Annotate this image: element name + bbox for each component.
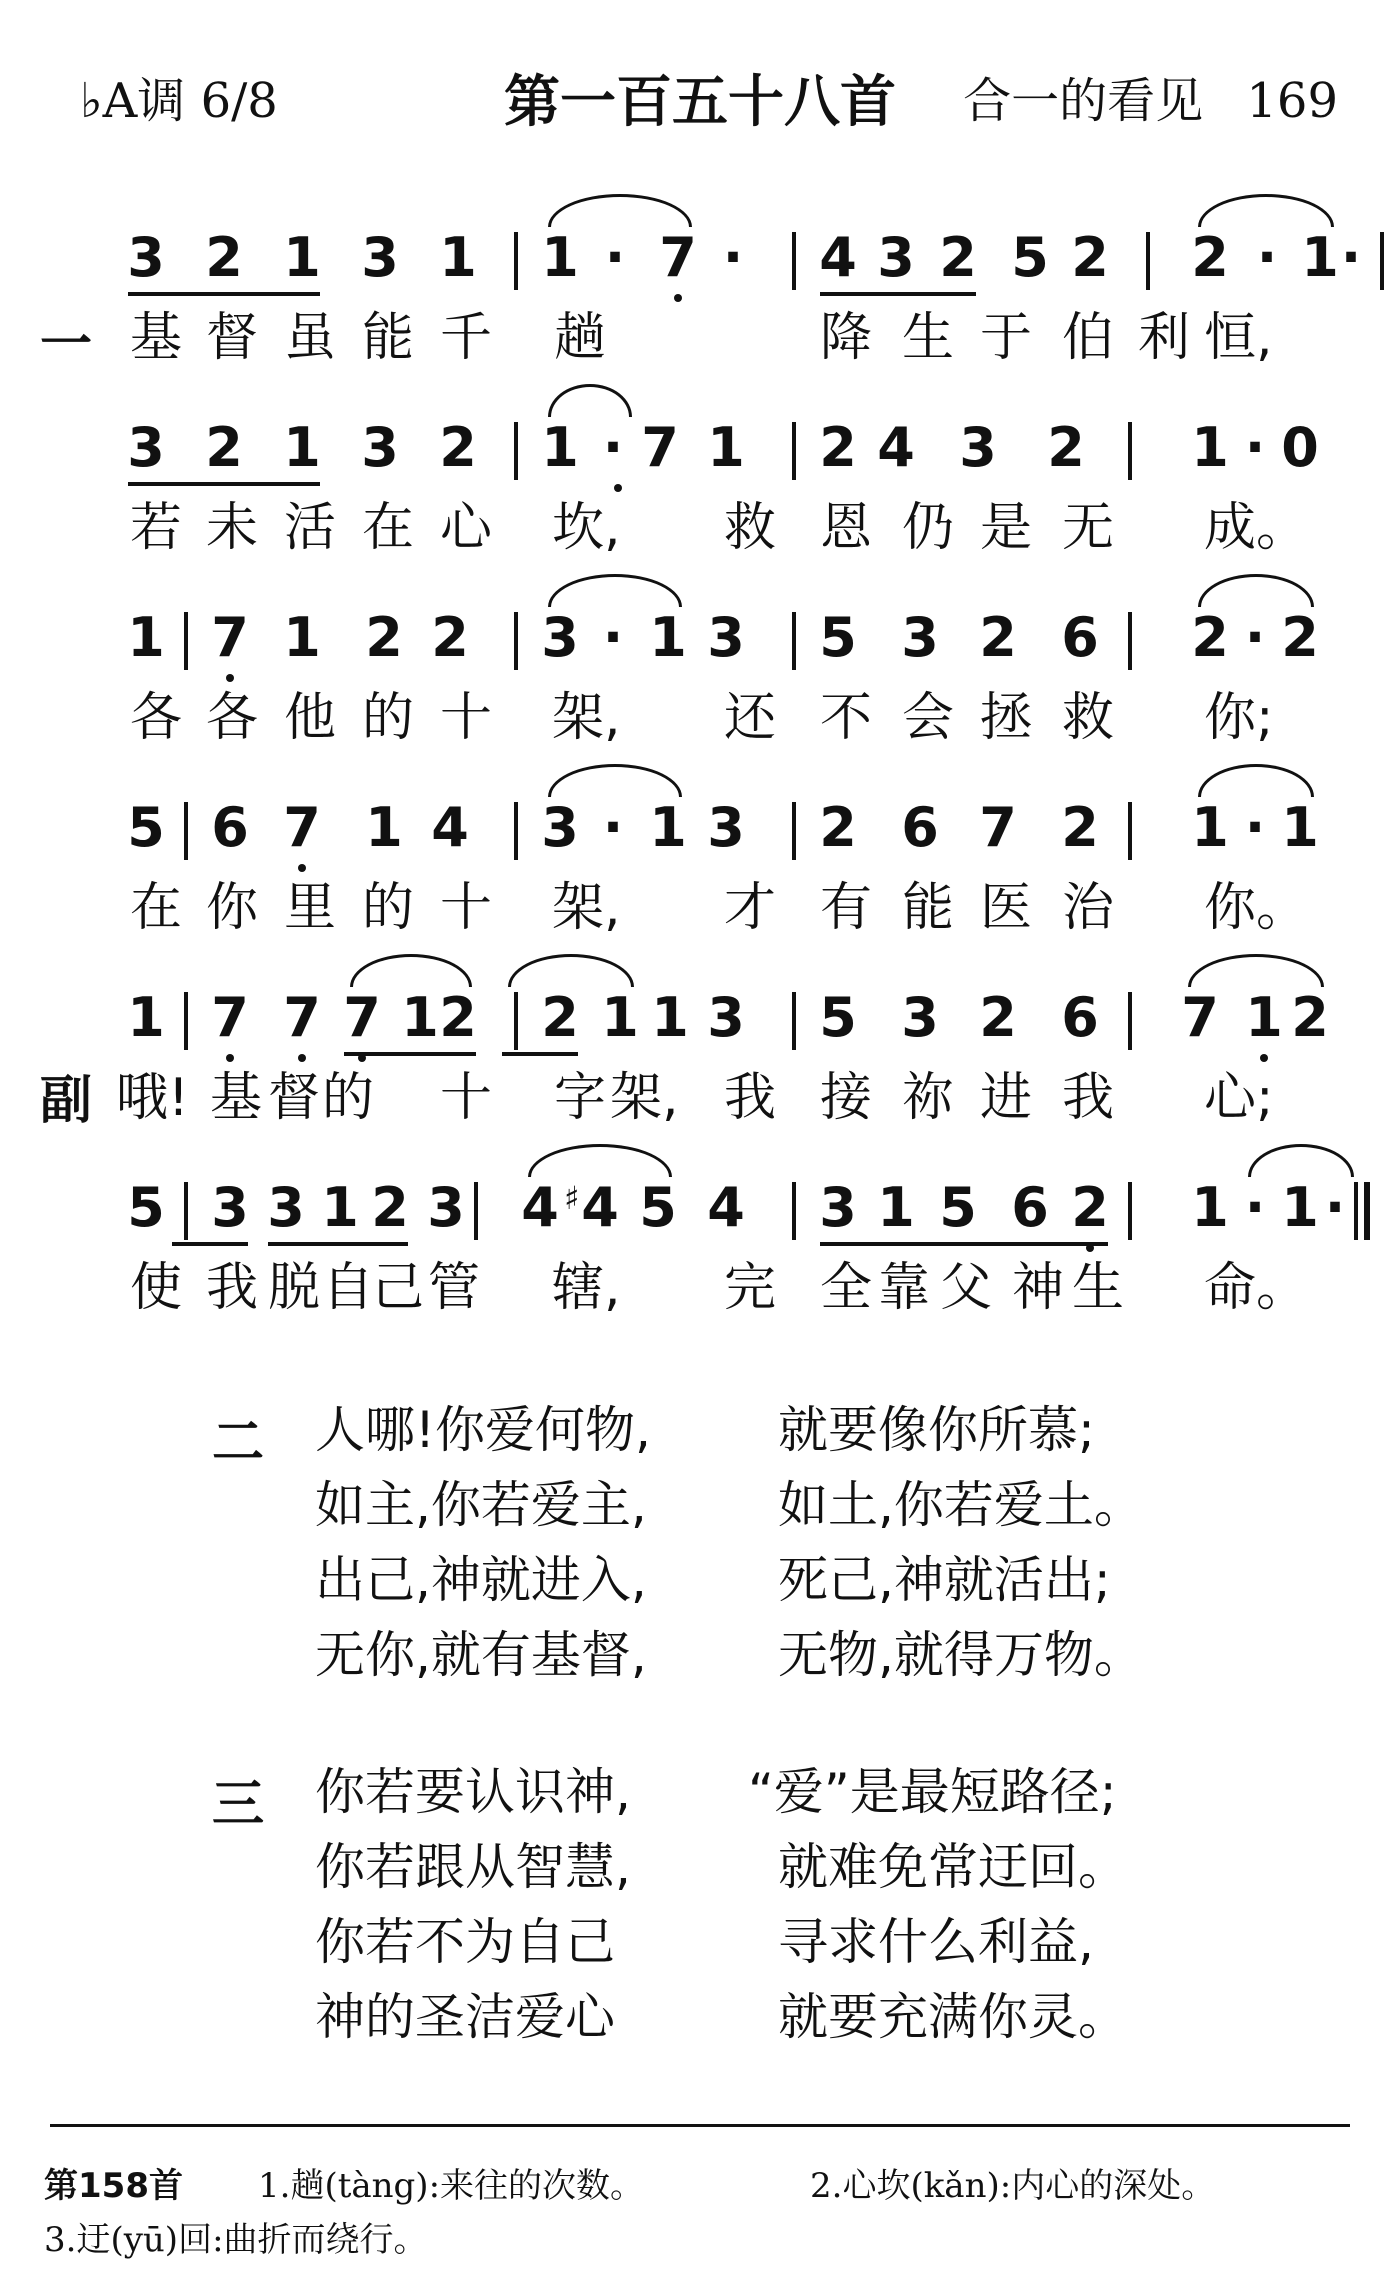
lyric-char: 伯 xyxy=(1061,308,1114,368)
note: 1 xyxy=(1281,1176,1319,1239)
lyric-char: 还 xyxy=(723,688,776,748)
note: 5 xyxy=(1011,226,1049,289)
beam-underline xyxy=(502,1052,578,1056)
note: 1 xyxy=(365,796,403,859)
duration-dot: · xyxy=(1324,1176,1346,1239)
verse-line: 就要像你所慕; xyxy=(778,1401,1095,1459)
barline xyxy=(1128,612,1132,670)
lyric-char: 十 xyxy=(439,688,492,748)
note: 6 xyxy=(1011,1176,1049,1239)
lyric-char: 心; xyxy=(1204,1068,1274,1128)
note: 3 xyxy=(361,416,399,479)
verse-line: 死己,神就活出; xyxy=(778,1551,1111,1609)
lyric-char: 利 xyxy=(1137,308,1190,368)
lyric-char: 哦! xyxy=(116,1068,189,1128)
note: 1 xyxy=(651,986,689,1049)
lyric-char: 各 xyxy=(205,688,258,748)
lyric-char: 于 xyxy=(979,308,1032,368)
note: 2 xyxy=(819,796,857,859)
lyric-char: 辖, xyxy=(552,1258,621,1318)
note: 1 xyxy=(401,986,439,1049)
barline xyxy=(792,992,796,1050)
note: 7 xyxy=(658,228,698,288)
beam-underline xyxy=(128,292,320,296)
lyric-char: 进 xyxy=(979,1068,1032,1128)
note: 2 xyxy=(371,1176,409,1239)
lyric-char: 治 xyxy=(1061,878,1114,938)
verse-line: 无物,就得万物。 xyxy=(778,1626,1144,1684)
note: 5 xyxy=(819,606,857,669)
low-octave-dot xyxy=(226,674,234,682)
beam-underline xyxy=(172,1242,248,1246)
note: 1 xyxy=(127,606,165,669)
verse-line: 人哪!你爱何物, xyxy=(315,1401,651,1459)
lyric-char: 你; xyxy=(1204,688,1274,748)
note: 4 ♯ xyxy=(580,1178,620,1238)
barline xyxy=(792,422,796,480)
lyric-char: 命。 xyxy=(1204,1258,1309,1318)
lyric-char: 己 xyxy=(371,1258,424,1318)
note: 4 xyxy=(877,416,915,479)
lyric-char: 你。 xyxy=(1204,878,1309,938)
lyric-char: 恩 xyxy=(819,498,872,558)
lyric-char: 完 xyxy=(723,1258,776,1318)
note: 6 xyxy=(211,796,249,859)
barline xyxy=(792,802,796,860)
barline xyxy=(1128,802,1132,860)
lyric-char: 能 xyxy=(361,308,414,368)
duration-dot: · xyxy=(598,418,628,478)
score-row xyxy=(0,988,1400,1178)
note: 7 xyxy=(979,796,1017,859)
score-row xyxy=(0,1178,1400,1368)
low-octave-dot xyxy=(226,1054,234,1062)
note: 2 xyxy=(1191,606,1229,669)
note: 1 xyxy=(1191,416,1229,479)
beam-underline xyxy=(268,1242,408,1246)
note: 3 xyxy=(707,606,745,669)
duration-dot: · xyxy=(1244,416,1266,479)
note: 1 xyxy=(1191,796,1229,859)
note: 7 xyxy=(282,798,322,858)
barline xyxy=(792,612,796,670)
note: 2 xyxy=(1291,986,1329,1049)
footnote-3: 3.迂(yū)回:曲折而绕行。 xyxy=(44,2220,428,2260)
beam-underline xyxy=(820,292,976,296)
note: 4 xyxy=(521,1176,559,1239)
note: 2 xyxy=(819,416,857,479)
note: 3 xyxy=(707,986,745,1049)
low-octave-dot xyxy=(1260,1054,1268,1062)
score-row xyxy=(0,608,1400,798)
lyric-char: 字 xyxy=(553,1068,606,1128)
note: 3 xyxy=(427,1176,465,1239)
lyric-char: 架, xyxy=(552,878,621,938)
lyric-char: 自 xyxy=(321,1258,374,1318)
note: 5 xyxy=(939,1176,977,1239)
lyric-char: 接 xyxy=(819,1068,872,1128)
note: 7 xyxy=(210,608,250,668)
note: 2 xyxy=(1070,1178,1110,1238)
note: 7 xyxy=(282,988,322,1048)
lyric-char: 基 xyxy=(209,1068,262,1128)
lyric-char: 会 xyxy=(901,688,954,748)
slur xyxy=(1198,194,1334,227)
note: 7 xyxy=(1181,986,1219,1049)
hymn-title: 第一百五十八首 xyxy=(504,70,896,135)
lyric-char: 十 xyxy=(439,1068,492,1128)
score-row xyxy=(0,418,1400,608)
duration-dot: · xyxy=(602,606,624,669)
lyric-char: 里 xyxy=(283,878,336,938)
lyric-char: 我 xyxy=(1061,1068,1114,1128)
note: 1 xyxy=(1244,988,1284,1048)
note: 1 xyxy=(1191,1176,1229,1239)
barline xyxy=(792,1182,796,1240)
verse-line: “爱”是最短路径; xyxy=(748,1763,1117,1821)
barline xyxy=(514,612,518,670)
barline xyxy=(514,232,518,290)
lyric-char: 心 xyxy=(439,498,492,558)
lyric-char: 管 xyxy=(427,1258,480,1318)
lyric-char: 拯 xyxy=(979,688,1032,748)
lyric-char: 不 xyxy=(819,688,872,748)
duration-dot: · xyxy=(1244,606,1266,669)
duration-dot: · xyxy=(1244,796,1266,859)
lyric-char: 祢 xyxy=(901,1068,954,1128)
note: 4 xyxy=(707,1176,745,1239)
lyric-char: 靠 xyxy=(877,1258,930,1318)
duration-dot: · xyxy=(1340,226,1362,289)
note: 2 xyxy=(439,986,477,1049)
barline xyxy=(1380,232,1384,290)
hymn-subtitle: 合一的看见 xyxy=(963,73,1204,129)
lyric-char: 虽 xyxy=(283,308,336,368)
lyric-char: 我 xyxy=(723,1068,776,1128)
lyric-char: 有 xyxy=(819,878,872,938)
note: 2 xyxy=(1191,226,1229,289)
note: 3 xyxy=(127,226,165,289)
page-number: 169 xyxy=(1246,73,1338,129)
note: 6 xyxy=(1061,606,1099,669)
barline xyxy=(1128,422,1132,480)
note: 5 xyxy=(127,1176,165,1239)
note: 2 xyxy=(1047,416,1085,479)
stanza-label: 一 xyxy=(40,315,93,375)
note: 3 xyxy=(361,226,399,289)
barline xyxy=(792,232,796,290)
note: 7 xyxy=(641,416,679,479)
note: 1 xyxy=(283,606,321,669)
note: 3 xyxy=(877,226,915,289)
barline xyxy=(514,802,518,860)
footnote-1: 1.趟(tàng):来往的次数。 xyxy=(258,2166,645,2206)
verse-number: 三 xyxy=(212,1775,265,1835)
lyric-char: 的 xyxy=(361,688,414,748)
duration-dot: · xyxy=(604,226,626,289)
note: 4 xyxy=(819,226,857,289)
barline xyxy=(184,802,188,860)
note: 1 xyxy=(601,986,639,1049)
lyric-char: 脱 xyxy=(267,1258,320,1318)
note: 1 xyxy=(283,416,321,479)
note: 1 xyxy=(649,606,687,669)
note: 4 xyxy=(431,796,469,859)
note: 2 xyxy=(979,986,1017,1049)
lyric-char: 趟 xyxy=(553,308,606,368)
beam-underline xyxy=(128,482,320,486)
slur xyxy=(548,194,692,227)
verse-line: 寻求什么利益, xyxy=(778,1913,1094,1971)
note: 5 xyxy=(127,796,165,859)
note: 3 xyxy=(127,416,165,479)
verse-line: 神的圣洁爱心 xyxy=(315,1988,615,2046)
footnote-2: 2.心坎(kǎn):内心的深处。 xyxy=(810,2166,1216,2206)
note: 7 xyxy=(210,988,250,1048)
lyric-char: 基 xyxy=(129,308,182,368)
lyric-char: 恒, xyxy=(1204,308,1273,368)
lyric-char: 全 xyxy=(819,1258,872,1318)
hymn-subtitle-page xyxy=(963,62,1338,131)
verse-line: 如土,你若爱土。 xyxy=(778,1476,1144,1534)
note: 3 xyxy=(819,1176,857,1239)
lyric-char: 的 xyxy=(361,878,414,938)
lyric-char: 生 xyxy=(901,308,954,368)
lyric-char: 他 xyxy=(283,688,336,748)
lyric-char: 活 xyxy=(283,498,336,558)
verse-line: 你若不为自己 xyxy=(315,1913,615,1971)
note: 2 xyxy=(205,226,243,289)
lyric-char: 各 xyxy=(129,688,182,748)
lyric-char: 救 xyxy=(723,498,776,558)
lyric-char: 督 xyxy=(205,308,258,368)
beam-underline xyxy=(820,1242,1108,1246)
barline xyxy=(1128,992,1132,1050)
lyric-char: 救 xyxy=(1061,688,1114,748)
lyric-char: 是 xyxy=(979,498,1032,558)
lyric-char: 你 xyxy=(205,878,258,938)
verse-number: 二 xyxy=(212,1413,265,1473)
lyric-char: 能 xyxy=(901,878,954,938)
low-octave-dot xyxy=(298,1054,306,1062)
lyric-char: 架, xyxy=(610,1068,679,1128)
verse-line: 就难免常迂回。 xyxy=(778,1838,1128,1896)
note: 1 xyxy=(541,226,579,289)
note: 3 xyxy=(959,416,997,479)
note: 3 xyxy=(267,1176,305,1239)
verse-line: 你若要认识神, xyxy=(315,1763,631,1821)
final-barline-thin xyxy=(1354,1182,1358,1240)
barline xyxy=(474,1182,478,1240)
lyric-char: 仍 xyxy=(901,498,954,558)
note: 3 xyxy=(901,986,939,1049)
low-octave-dot xyxy=(298,864,306,872)
key-signature: ♭A调 6/8 xyxy=(80,73,278,129)
barline xyxy=(184,992,188,1050)
duration-dot: · xyxy=(722,226,744,289)
refrain-label: 副 xyxy=(40,1071,93,1131)
lyric-char: 督 xyxy=(267,1068,320,1128)
barline xyxy=(184,612,188,670)
barline xyxy=(1128,1182,1132,1240)
note: 1 xyxy=(649,796,687,859)
note: 5 xyxy=(819,986,857,1049)
lyric-char: 的 xyxy=(321,1068,374,1128)
duration-dot: · xyxy=(602,796,624,859)
lyric-char: 神 xyxy=(1011,1258,1064,1318)
lyric-char: 父 xyxy=(939,1258,992,1318)
lyric-char: 坎, xyxy=(552,498,621,558)
barline xyxy=(184,1182,188,1240)
verse-line: 就要充满你灵。 xyxy=(778,1988,1128,2046)
note: 1 xyxy=(439,226,477,289)
note: 2 xyxy=(205,416,243,479)
footnote-label: 第158首 xyxy=(44,2166,183,2206)
note: 2 xyxy=(1071,226,1109,289)
lyric-char: 无 xyxy=(1061,498,1114,558)
footnote-divider xyxy=(50,2124,1350,2127)
lyric-char: 千 xyxy=(439,308,492,368)
lyric-char: 才 xyxy=(723,878,776,938)
low-octave-dot xyxy=(674,294,682,302)
lyric-char: 医 xyxy=(979,878,1032,938)
score-row xyxy=(0,798,1400,988)
note: 2 xyxy=(439,416,477,479)
verse-line: 出己,神就进入, xyxy=(315,1551,647,1609)
lyric-char: 十 xyxy=(439,878,492,938)
note: 3 xyxy=(541,796,579,859)
duration-dot: · xyxy=(1244,1176,1266,1239)
note: 1 xyxy=(877,1176,915,1239)
lyric-char: 我 xyxy=(205,1258,258,1318)
lyric-char: 未 xyxy=(205,498,258,558)
note: 2 xyxy=(431,606,469,669)
note: 1 xyxy=(321,1176,359,1239)
lyric-char: 降 xyxy=(819,308,872,368)
lyric-char: 架, xyxy=(552,688,621,748)
beam-underline xyxy=(344,1052,476,1056)
note: 2 xyxy=(365,606,403,669)
verse-line: 如主,你若爱主, xyxy=(315,1476,647,1534)
note: 3 xyxy=(541,606,579,669)
low-octave-dot xyxy=(614,484,622,492)
note: 1 xyxy=(1301,226,1339,289)
note: 2 xyxy=(1281,606,1319,669)
lyric-char: 成。 xyxy=(1204,498,1309,558)
lyric-char: 使 xyxy=(129,1258,182,1318)
barline xyxy=(514,422,518,480)
note: 2 xyxy=(939,226,977,289)
note: 2 xyxy=(1061,796,1099,859)
note: 3 xyxy=(211,1176,249,1239)
barline xyxy=(514,992,518,1050)
note: 6 xyxy=(1061,986,1099,1049)
duration-dot: · xyxy=(1256,226,1278,289)
verse-line: 你若跟从智慧, xyxy=(315,1838,631,1896)
note: 2 xyxy=(979,606,1017,669)
note: 3 xyxy=(901,606,939,669)
final-barline xyxy=(1364,1182,1370,1240)
note: 1 xyxy=(1281,796,1319,859)
note: 0 xyxy=(1281,416,1319,479)
lyric-char: 生 xyxy=(1071,1258,1124,1318)
note: 1 xyxy=(541,416,579,479)
note: 1 xyxy=(283,226,321,289)
note: 5 xyxy=(639,1176,677,1239)
note: 1 xyxy=(127,986,165,1049)
note: 6 xyxy=(901,796,939,859)
lyric-char: 在 xyxy=(129,878,182,938)
barline xyxy=(1146,232,1150,290)
score-row xyxy=(0,228,1400,418)
note: 1 xyxy=(707,416,745,479)
note: 2 xyxy=(541,986,579,1049)
sharp-icon: ♯ xyxy=(564,1179,580,1217)
lyric-char: 在 xyxy=(361,498,414,558)
note: 3 xyxy=(707,796,745,859)
verse-line: 无你,就有基督, xyxy=(315,1626,647,1684)
lyric-char: 若 xyxy=(129,498,182,558)
note: 7 xyxy=(342,988,382,1048)
